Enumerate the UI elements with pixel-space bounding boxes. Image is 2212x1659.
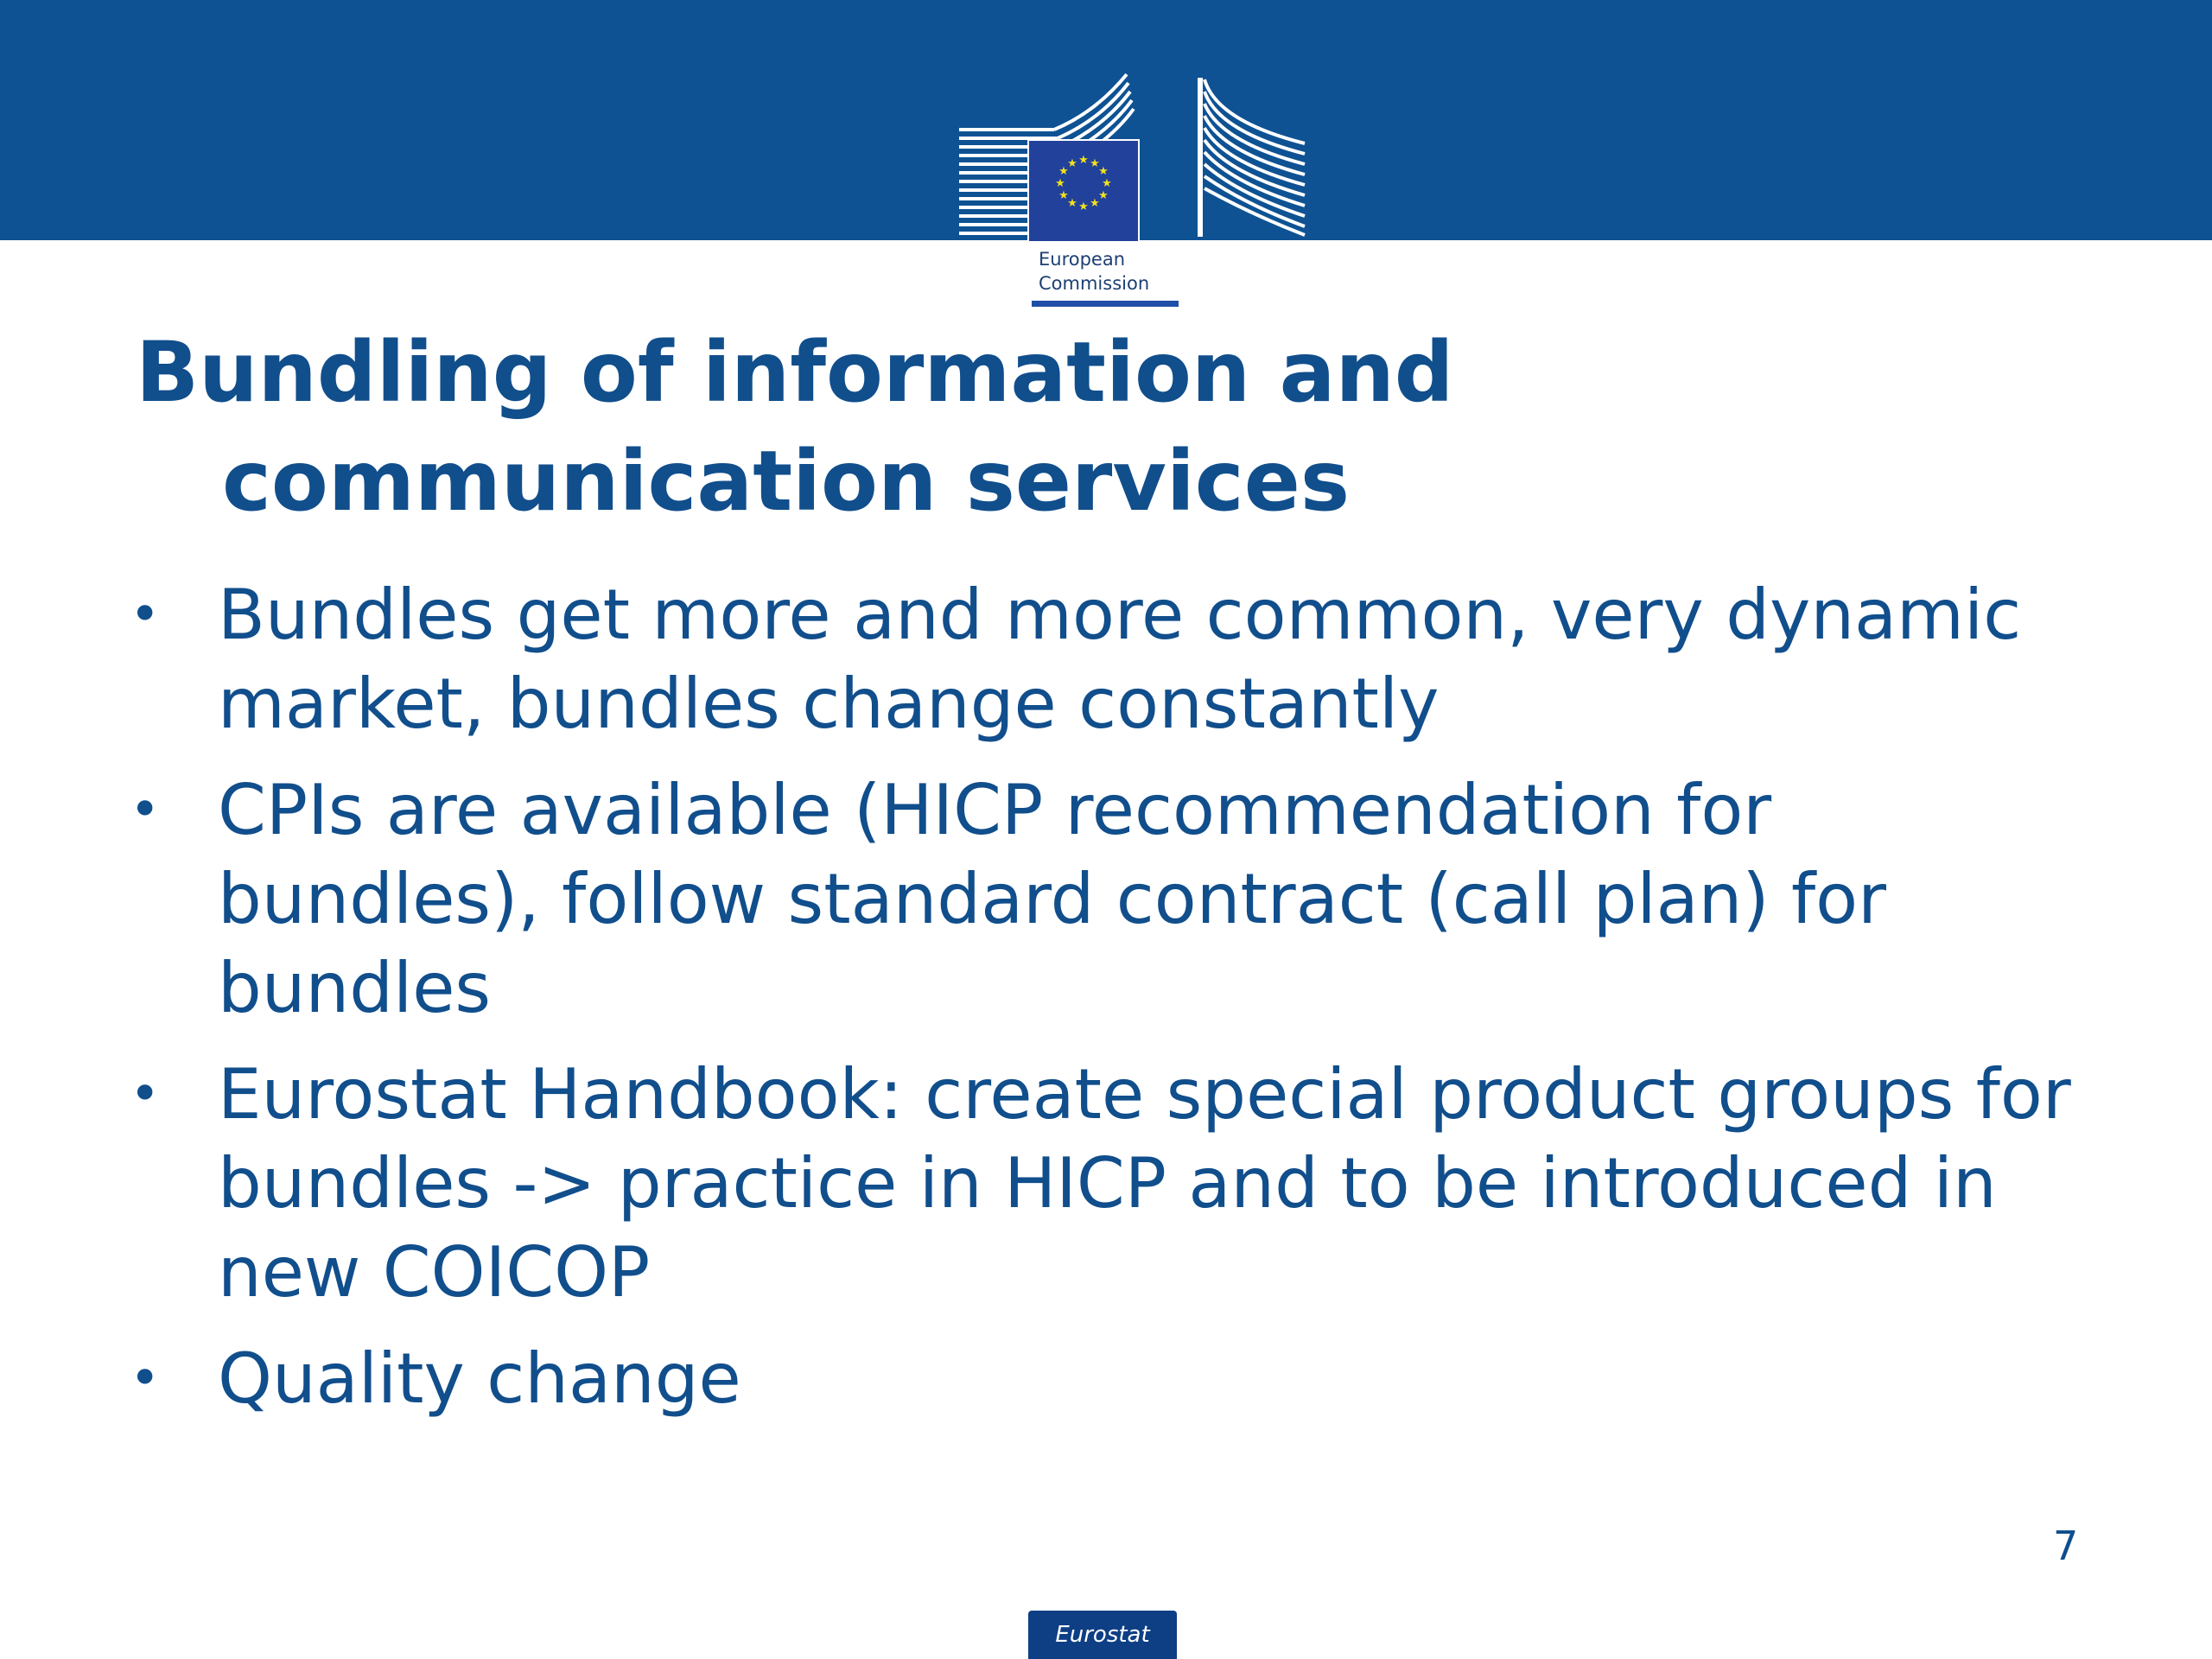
svg-text:★: ★ — [1078, 154, 1089, 167]
svg-text:★: ★ — [1098, 189, 1109, 202]
logo-caption — [1039, 247, 1149, 296]
footer-eurostat-tab: Eurostat — [1028, 1611, 1177, 1659]
svg-text:★: ★ — [1090, 157, 1100, 170]
bullet-text: Bundles get more and more common, very dynamic market, bundles change constantly — [218, 575, 2022, 744]
svg-text:★: ★ — [1090, 197, 1100, 210]
bullet-dot-icon: • — [130, 584, 161, 645]
slide-title-line1: Bundling of information and — [136, 324, 1454, 421]
bullet-text: Quality change — [218, 1338, 741, 1419]
svg-text:★: ★ — [1078, 200, 1089, 213]
svg-text:★: ★ — [1067, 157, 1077, 170]
page-number: 7 — [2053, 1522, 2079, 1569]
bullet-item — [130, 766, 2100, 1033]
svg-text:★: ★ — [1058, 189, 1069, 202]
bullet-text: CPIs are available (HICP recommendation for bundles), follow standard contract (call plan) for bundles — [218, 770, 1886, 1028]
logo-underline — [1032, 301, 1179, 307]
bullet-item — [130, 1050, 2100, 1317]
bullet-list — [130, 570, 2100, 1440]
logo-caption-line1: European — [1039, 249, 1126, 270]
bullet-dot-icon: • — [130, 1064, 161, 1124]
slide-title — [136, 318, 2080, 536]
svg-text:★: ★ — [1058, 165, 1069, 178]
bullet-item — [130, 570, 2100, 748]
svg-text:★: ★ — [1067, 197, 1077, 210]
bullet-item — [130, 1334, 2100, 1423]
bullet-text: Eurostat Handbook: create special product groups for bundles -> practice in HICP and to be introduced in new COICOP — [218, 1054, 2071, 1313]
bullet-dot-icon: • — [130, 779, 161, 840]
svg-text:★: ★ — [1055, 177, 1065, 190]
svg-text:★: ★ — [1098, 165, 1109, 178]
bullet-dot-icon: • — [130, 1348, 161, 1408]
slide-title-line2: communication services — [222, 433, 1350, 530]
svg-text:★: ★ — [1102, 177, 1112, 190]
logo-caption-line2: Commission — [1039, 273, 1150, 294]
